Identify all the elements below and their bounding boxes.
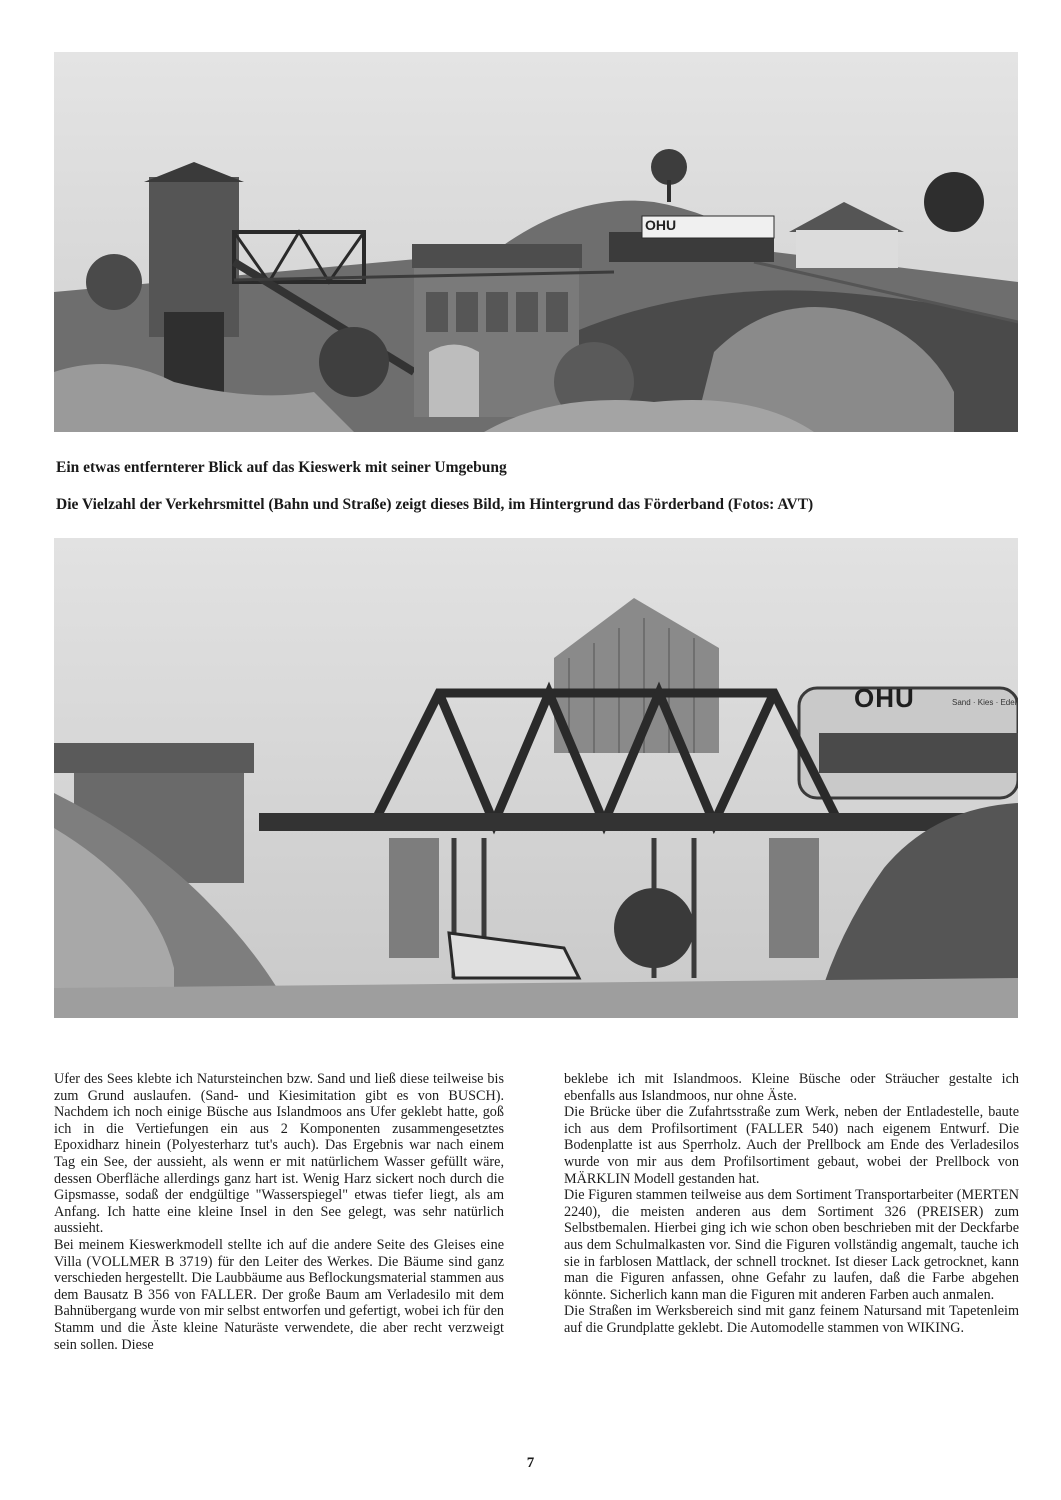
paragraph: Die Figuren stammen teilweise aus dem Sortiment Transportarbeiter (MERTEN 2240), die meisten anderen aus dem Sortiment 326 (PREISER) zum Selbstbemalen. Hierbei ging ich wie schon oben beschrieben mit der Deckfarbe aus dem Schulmalkasten vor. Sind die Figuren vollständig angemalt, tauche ich sie in farblosen Mattlack, der schnell trocknet. Ist dieser Lack getrocknet, kann man die Figuren anfassen, ohne Gefahr zu laufen, daß die Farbe abgehen könnte. Sicherlich kann man die Figuren mit anderen Farben auch anmalen.	[564, 1187, 1019, 1303]
rail-car-subsign-bottom: Sand · Kies · Edel	[952, 698, 1017, 707]
photo-bridge-detail	[54, 538, 1018, 1018]
text-column-left	[54, 1071, 504, 1353]
text-column-right	[564, 1071, 1019, 1337]
paragraph: beklebe ich mit Islandmoos. Kleine Büsche oder Sträucher gestalte ich ebenfalls aus Islandmoos, nur ohne Äste.	[564, 1071, 1019, 1104]
paragraph: Bei meinem Kieswerkmodell stellte ich auf die andere Seite des Gleises eine Villa (VOLLMER B 3719) für den Leiter des Werkes. Die Bäume sind ganz verschieden hergestellt. Die Laubbäume aus Beflockungsmaterial stammen aus dem Bausatz B 356 von FALLER. Der große Baum am Verladesilo mit dem Bahnübergang wurde von mir selbst entworfen und gefertigt, wobei ich für den Stamm und die Äste kleine Naturäste verwendete, die aber recht verzweigt sein sollen. Diese	[54, 1236, 504, 1353]
photo-gravel-works-overview	[54, 52, 1018, 432]
photo-caption-2: Die Vielzahl der Verkehrsmittel (Bahn und Straße) zeigt dieses Bild, im Hintergrund das Förderband (Fotos: AVT)	[56, 496, 814, 513]
page-number: 7	[526, 1455, 535, 1471]
paragraph: Ufer des Sees klebte ich Natursteinchen bzw. Sand und ließ diese teilweise bis zum Grund auslaufen. (Sand- und Kiesimitation gibt es von BUSCH). Nachdem ich noch einige Büsche aus Islandmoos ans Ufer geklebt hatte, goß ich in die Vertiefungen ein aus 2 Komponenten zusammengesetztes Epoxidharz hinein (Polyesterharz tut's auch). Das Ergebnis war nach einem Tag ein See, der aussieht, als wenn er mit natürlichem Wasser gefüllt wäre, dessen Oberfläche allerdings ganz hart ist. Wenig Harz sickert noch durch die Gipsmasse, sodaß der endgültige "Wasserspiegel" etwas tiefer liegt, als am Anfang. Ich hatte eine kleine Insel in den See gelegt, was sehr natürlich aussieht.	[54, 1071, 504, 1237]
locomotive-sign-top: OHU	[645, 217, 677, 233]
photo-caption-1: Ein etwas entfernterer Blick auf das Kieswerk mit seiner Umgebung	[56, 459, 507, 476]
rail-car-sign-bottom: OHU	[854, 683, 915, 713]
paragraph: Die Straßen im Werksbereich sind mit ganz feinem Natursand mit Tapetenleim auf die Grundplatte geklebt. Die Automodelle stammen von WIKING.	[564, 1303, 1019, 1336]
paragraph: Die Brücke über die Zufahrtsstraße zum Werk, neben der Entladestelle, baute ich aus dem Profilsortiment (FALLER 540) nach eigenem Entwurf. Die Bodenplatte ist aus Sperrholz. Auch der Prellbock am Ende des Verladesilos wurde von mir aus dem Profilsortiment gebaut, wobei der Prellbock von MÄRKLIN Modell gestanden hat.	[564, 1104, 1019, 1187]
